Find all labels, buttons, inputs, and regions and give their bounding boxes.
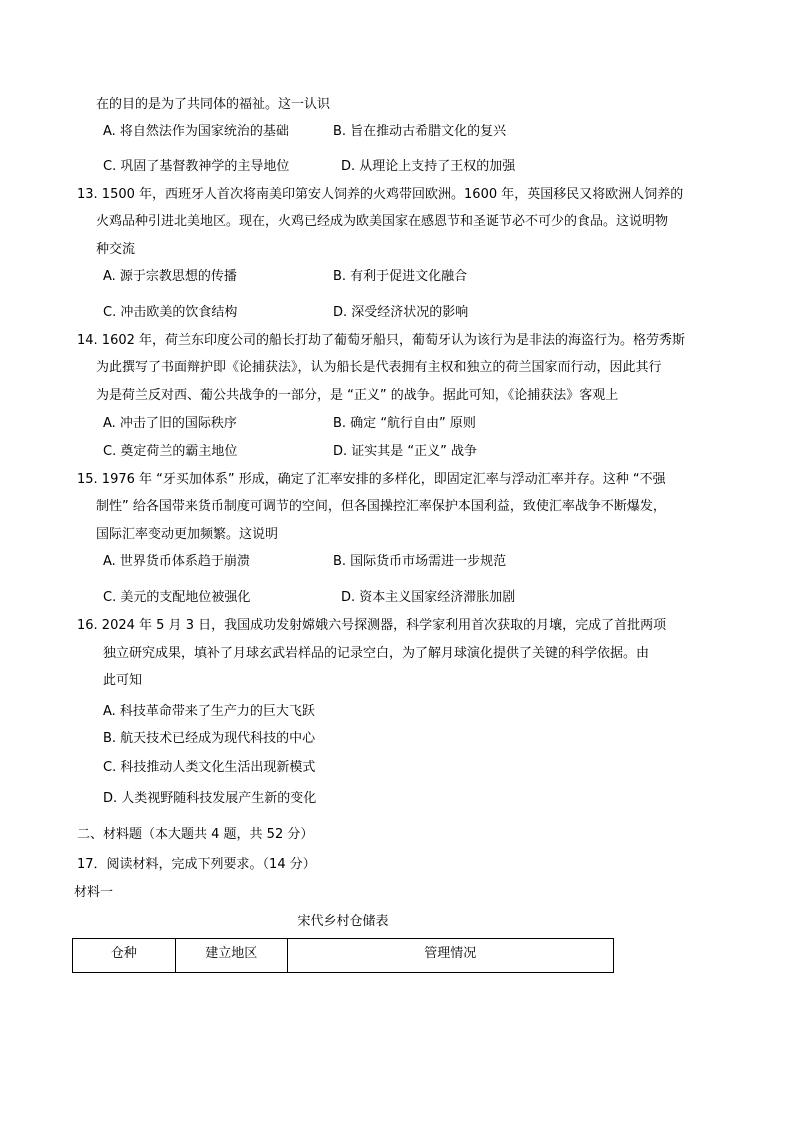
q13-option-d: D. 深受经济状况的影响 bbox=[333, 305, 469, 320]
q15-stem-line-1: 15. 1976 年 “牙买加体系” 形成，确定了汇率安排的多样化，即固定汇率与浮动汇率并存。这种 “不强 bbox=[77, 472, 666, 487]
q14-option-a: A. 冲击了旧的国际秩序 bbox=[103, 416, 237, 431]
q16-stem-line-3: 此可知 bbox=[103, 673, 143, 688]
header-cell-type: 仓种 bbox=[73, 939, 176, 973]
q14-stem-line-2: 为此撰写了书面辩护即《论捕获法》，认为船长是代表拥有主权和独立的荷兰国家而行动，因此其行 bbox=[96, 360, 662, 375]
q16-option-c: C. 科技推动人类文化生活出现新模式 bbox=[103, 760, 316, 775]
q13-option-b: B. 有利于促进文化融合 bbox=[333, 269, 468, 284]
q14-option-b: B. 确定 “航行自由” 原则 bbox=[333, 416, 476, 431]
q14-stem-line-3: 为是荷兰反对西、葡公共战争的一部分，是 “正义” 的战争。据此可知，《论捕获法》客观上 bbox=[96, 388, 619, 403]
q13-stem-line-2: 火鸡品种引进北美地区。现在，火鸡已经成为欧美国家在感恩节和圣诞节必不可少的食品。这说明物 bbox=[96, 214, 669, 229]
q12-option-d: D. 从理论上支持了王权的加强 bbox=[341, 159, 516, 174]
material-label: 材料一 bbox=[74, 885, 114, 900]
q12-option-b: B. 旨在推动古希腊文化的复兴 bbox=[333, 124, 507, 139]
q16-option-d: D. 人类视野随科技发展产生新的变化 bbox=[103, 791, 317, 806]
table-header-row bbox=[73, 939, 614, 973]
q12-option-c: C. 巩固了基督教神学的主导地位 bbox=[103, 159, 290, 174]
q12-option-a: A. 将自然法作为国家统治的基础 bbox=[103, 124, 289, 139]
q13-stem-line-1: 13. 1500 年，西班牙人首次将南美印第安人饲养的火鸡带回欧洲。1600 年，英国移民又将欧洲人饲养的 bbox=[77, 187, 684, 202]
q17-intro: 17．阅读材料，完成下列要求。（14 分） bbox=[77, 857, 316, 872]
q15-option-a: A. 世界货币体系趋于崩溃 bbox=[103, 554, 250, 569]
q16-option-b: B. 航天技术已经成为现代科技的中心 bbox=[103, 731, 316, 746]
q16-option-a: A. 科技革命带来了生产力的巨大飞跃 bbox=[103, 704, 315, 719]
q14-option-c: C. 奠定荷兰的霸主地位 bbox=[103, 444, 238, 459]
storage-table bbox=[72, 938, 614, 973]
q16-stem-line-2: 独立研究成果，填补了月球玄武岩样品的记录空白，为了解月球演化提供了关键的科学依据。由 bbox=[103, 646, 650, 661]
q15-stem-line-2: 制性” 给各国带来货币制度可调节的空间，但各国操控汇率保护本国利益，致使汇率战争不断爆发， bbox=[96, 499, 666, 514]
section-heading: 二、材料题（本大题共 4 题，共 52 分） bbox=[77, 827, 314, 842]
q14-stem-line-1: 14. 1602 年，荷兰东印度公司的船长打劫了葡萄牙船只，葡萄牙认为该行为是非法的海盗行为。格劳秀斯 bbox=[77, 333, 686, 348]
header-cell-management: 管理情况 bbox=[287, 939, 613, 973]
table-caption: 宋代乡村仓储表 bbox=[297, 914, 389, 929]
q15-option-d: D. 资本主义国家经济滞胀加剧 bbox=[341, 590, 516, 605]
q15-option-b: B. 国际货币市场需进一步规范 bbox=[333, 554, 507, 569]
q15-option-c: C. 美元的支配地位被强化 bbox=[103, 590, 251, 605]
q14-option-d: D. 证实其是 “正义” 战争 bbox=[333, 444, 478, 459]
q12-stem-tail: 在的目的是为了共同体的福祉。这一认识 bbox=[96, 97, 331, 112]
q13-option-c: C. 冲击欧美的饮食结构 bbox=[103, 305, 238, 320]
q13-option-a: A. 源于宗教思想的传播 bbox=[103, 269, 237, 284]
header-cell-region: 建立地区 bbox=[175, 939, 287, 973]
q15-stem-line-3: 国际汇率变动更加频繁。这说明 bbox=[96, 527, 279, 542]
q16-stem-line-1: 16. 2024 年 5 月 3 日，我国成功发射嫦娥六号探测器，科学家利用首次获取的月壤，完成了首批两项 bbox=[77, 618, 667, 633]
q13-stem-line-3: 种交流 bbox=[96, 242, 136, 257]
